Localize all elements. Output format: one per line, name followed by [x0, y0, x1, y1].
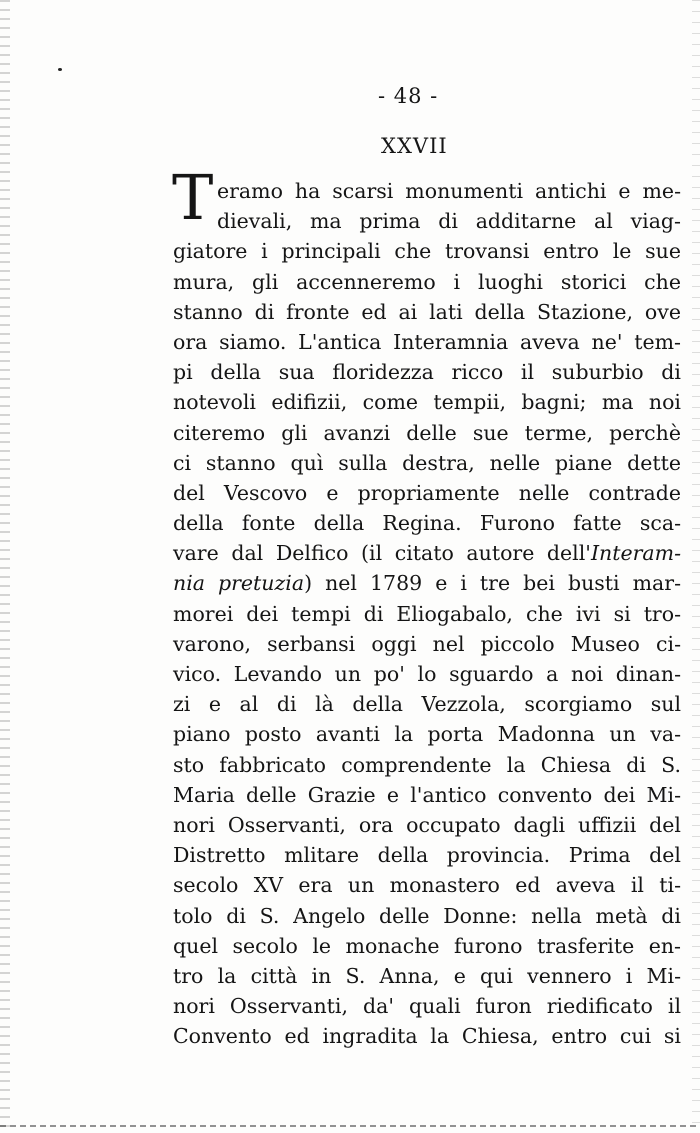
text-segment: vare dal Delfico (il citato autore dell': [173, 541, 591, 566]
text-segment: quel secolo le monache furono trasferite en-: [173, 933, 681, 958]
text-segment: eramo ha scarsi monumenti antichi e me-: [217, 179, 681, 203]
text-line: [173, 780, 681, 810]
text-line: [173, 599, 681, 629]
text-line: [173, 991, 681, 1021]
text-segment: pi della sua floridezza ricco il suburbio di: [173, 360, 681, 385]
text-line: [173, 1021, 681, 1051]
text-line: [173, 901, 681, 931]
chapter-heading: XXVII: [381, 134, 448, 158]
ink-speck: [58, 68, 62, 71]
text-line: [173, 236, 681, 266]
text-line: [173, 327, 681, 357]
text-line: [173, 387, 681, 417]
text-segment: citeremo gli avanzi delle sue terme, perchè: [173, 420, 681, 445]
text-segment: Maria delle Grazie e l'antico convento dei Mi-: [173, 782, 681, 807]
text-line: [173, 206, 681, 236]
text-segment: giatore i principali che trovansi entro le sue: [173, 239, 681, 264]
text-segment: Convento ed ingradita la Chiesa, entro cui si: [173, 1024, 681, 1049]
text-line: [173, 538, 681, 568]
body-text: [173, 176, 681, 1051]
text-line: [173, 689, 681, 719]
text-line: [173, 931, 681, 961]
text-line: [173, 568, 681, 598]
text-segment: varono, serbansi oggi nel piccolo Museo ci-: [173, 631, 681, 656]
italic-text: Interam-: [590, 541, 681, 566]
text-segment: della fonte della Regina. Furono fatte sca-: [173, 511, 681, 536]
text-segment: nori Osservanti, da' quali furon riedificato il: [173, 994, 681, 1019]
italic-text: nia pretuzia: [173, 571, 305, 596]
scan-edge-left: [0, 0, 10, 1133]
text-segment: del Vescovo e propriamente nelle contrade: [173, 480, 681, 505]
text-line: [173, 961, 681, 991]
scan-edge-right: [692, 0, 700, 1133]
text-line: [173, 418, 681, 448]
text-segment: ci stanno quì sulla destra, nelle piane dette: [173, 450, 681, 475]
text-line: [173, 810, 681, 840]
scan-edge-bottom: [0, 1125, 700, 1127]
text-segment: dievali, ma prima di additarne al viag-: [217, 209, 681, 234]
text-segment: stanno di fronte ed ai lati della Stazione, ove: [173, 299, 681, 324]
text-segment: tro la città in S. Anna, e qui vennero i Mi-: [173, 963, 681, 988]
text-segment: zi e al di là della Vezzola, scorgiamo sul: [173, 692, 681, 717]
text-segment: Distretto mlitare della provincia. Prima del: [173, 843, 681, 868]
text-line: [173, 297, 681, 327]
page-number: - 48 -: [378, 84, 439, 108]
text-line: [173, 719, 681, 749]
text-segment: ora siamo. L'antica Interamnia aveva ne' tem-: [173, 329, 681, 354]
text-segment: nori Osservanti, ora occupato dagli uffizii del: [173, 812, 681, 837]
text-segment: mura, gli accenneremo i luoghi storici che: [173, 269, 681, 294]
text-segment: vico. Levando un po' lo sguardo a noi dinan-: [173, 662, 681, 686]
text-segment: ) nel 1789 e i tre bei busti mar-: [304, 571, 681, 596]
text-line: [173, 659, 681, 689]
text-segment: piano posto avanti la porta Madonna un va-: [173, 722, 681, 747]
text-line: [173, 448, 681, 478]
text-line: [173, 508, 681, 538]
text-line: [173, 870, 681, 900]
text-line: [173, 478, 681, 508]
text-line: [173, 357, 681, 387]
text-line: [173, 750, 681, 780]
text-line: [173, 629, 681, 659]
text-segment: tolo di S. Angelo delle Donne: nella metà di: [173, 903, 681, 928]
text-segment: sto fabbricato comprendente la Chiesa di S.: [173, 752, 681, 777]
text-line: [173, 267, 681, 297]
text-segment: morei dei tempi di Eliogabalo, che ivi si tro-: [173, 601, 681, 626]
drop-cap: T: [172, 161, 214, 234]
text-line: [173, 840, 681, 870]
text-line: [173, 176, 681, 206]
text-segment: notevoli edifizii, come tempii, bagni; ma noi: [173, 390, 681, 415]
text-segment: secolo XV era un monastero ed aveva il ti-: [173, 873, 681, 898]
